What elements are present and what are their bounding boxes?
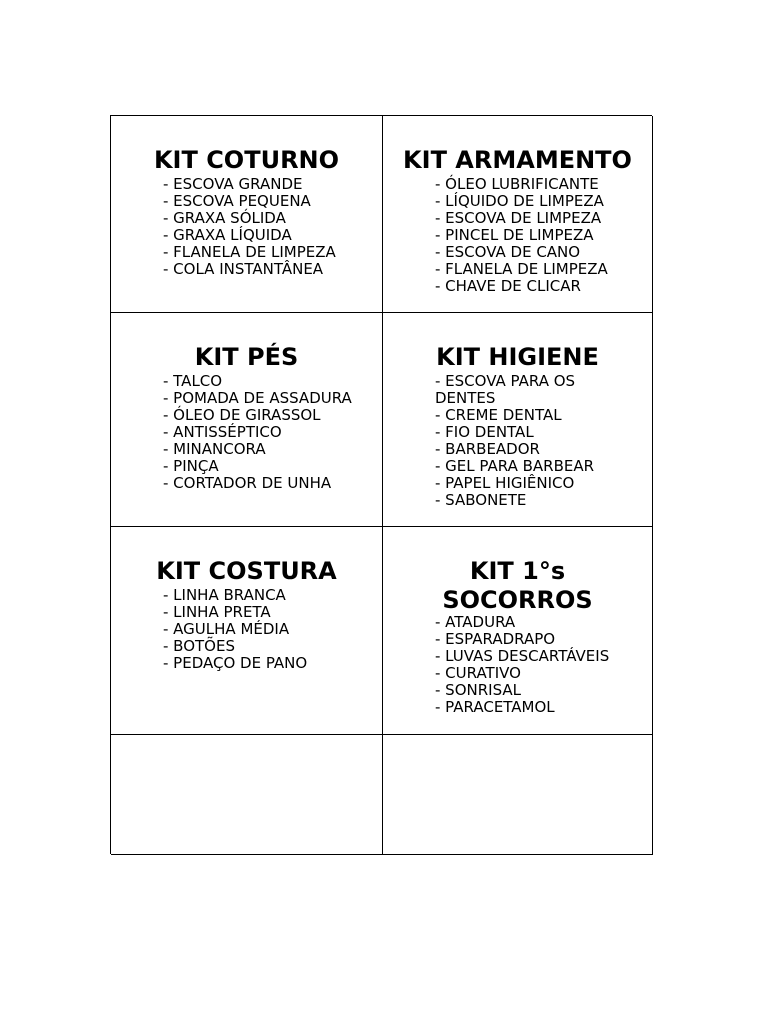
kit-title: KIT HIGIENE: [436, 343, 599, 371]
list-item: - FLANELA DE LIMPEZA: [163, 243, 336, 261]
kit-title: KIT COSTURA: [156, 557, 337, 585]
list-item: - SONRISAL: [435, 681, 521, 699]
kit-cell-costura: [111, 527, 383, 735]
list-item: - LINHA PRETA: [163, 603, 271, 621]
kit-title: KIT COTURNO: [153, 146, 340, 174]
list-item: - COLA INSTANTÂNEA: [163, 260, 324, 278]
empty-cell: [111, 735, 383, 855]
list-item: - ESCOVA PARA OS: [435, 372, 576, 390]
kit-cell-socorros: [383, 527, 653, 735]
list-item: - PARACETAMOL: [435, 698, 555, 716]
list-item: - ESCOVA GRANDE: [163, 175, 303, 193]
kit-cell-higiene: [383, 313, 653, 527]
list-item: - ESCOVA DE LIMPEZA: [435, 209, 602, 227]
list-item: - LÍQUIDO DE LIMPEZA: [435, 192, 604, 210]
list-item: - FIO DENTAL: [435, 423, 534, 441]
list-item: - ATADURA: [435, 613, 516, 631]
list-item: - LINHA BRANCA: [163, 586, 286, 604]
kit-title-line: KIT 1°s: [469, 557, 566, 585]
list-item: - CHAVE DE CLICAR: [435, 277, 581, 295]
list-item: - ANTISSÉPTICO: [163, 423, 282, 441]
list-item: - CURATIVO: [435, 664, 521, 682]
kit-cell-armamento: [383, 116, 653, 313]
kit-table: [110, 115, 652, 854]
list-item: - ESCOVA DE CANO: [435, 243, 581, 261]
list-item: - ÓLEO LUBRIFICANTE: [435, 175, 599, 193]
list-item: - POMADA DE ASSADURA: [163, 389, 352, 407]
kit-item-list: [435, 176, 647, 295]
kit-cell-pes: [111, 313, 383, 527]
list-item: - ESPARADRAPO: [435, 630, 556, 648]
list-item: - ÓLEO DE GIRASSOL: [163, 406, 321, 424]
list-item: - PINCEL DE LIMPEZA: [435, 226, 594, 244]
list-item: - BARBEADOR: [435, 440, 540, 458]
list-item: - BOTÕES: [163, 637, 235, 655]
list-item: - TALCO: [163, 372, 223, 390]
list-item: - SABONETE: [435, 491, 527, 509]
list-item: - GEL PARA BARBEAR: [435, 457, 595, 475]
list-item: - AGULHA MÉDIA: [163, 620, 290, 638]
list-item: - PINÇA: [163, 457, 219, 475]
kit-title: KIT ARMAMENTO: [403, 146, 632, 174]
kit-item-list: [163, 587, 378, 672]
list-item: - MINANCORA: [163, 440, 266, 458]
list-item: - PEDAÇO DE PANO: [163, 654, 308, 672]
list-item: DENTES: [435, 389, 496, 407]
kit-item-list: [163, 373, 378, 492]
list-item: - LUVAS DESCARTÁVEIS: [435, 647, 610, 665]
kit-title: [383, 557, 652, 615]
kit-cell-coturno: [111, 116, 383, 313]
list-item: - CREME DENTAL: [435, 406, 562, 424]
list-item: - GRAXA LÍQUIDA: [163, 226, 292, 244]
kit-title: KIT PÉS: [194, 343, 299, 371]
empty-cell: [383, 735, 653, 855]
kit-item-list: [435, 614, 647, 716]
kit-item-list: [435, 373, 647, 509]
kit-item-list: [163, 176, 378, 278]
list-item: - GRAXA SÓLIDA: [163, 209, 286, 227]
list-item: - FLANELA DE LIMPEZA: [435, 260, 608, 278]
kit-title-line: SOCORROS: [442, 586, 593, 614]
list-item: - ESCOVA PEQUENA: [163, 192, 311, 210]
list-item: - PAPEL HIGIÊNICO: [435, 474, 575, 492]
list-item: - CORTADOR DE UNHA: [163, 474, 332, 492]
